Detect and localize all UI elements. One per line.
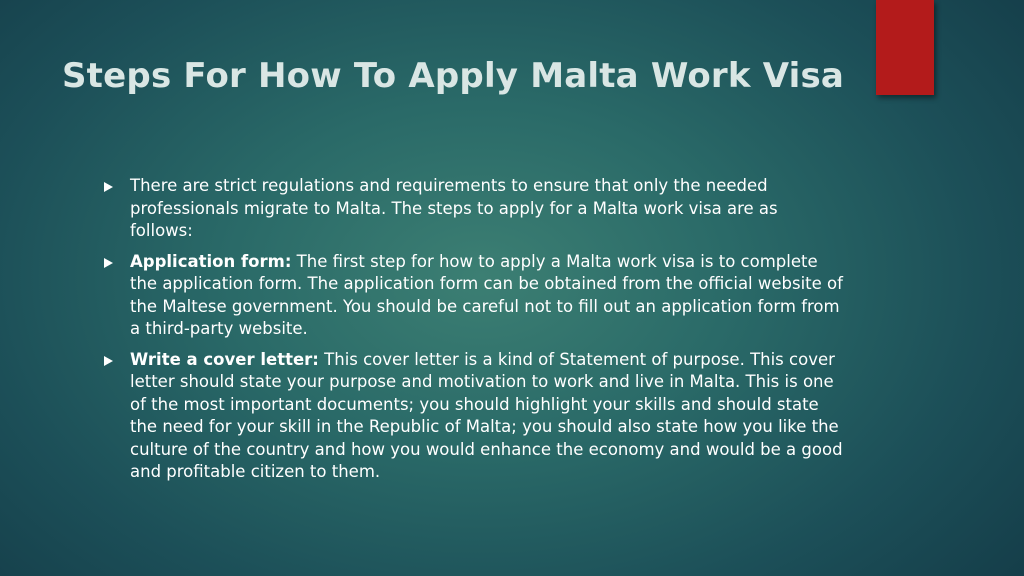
arrow-bullet-icon bbox=[104, 182, 113, 192]
bullet-list bbox=[104, 175, 844, 492]
bullet-text: The first step for how to apply a Malta work visa is to complete the application form. The application form can be obtained from the official website of the Maltese government. You should be careful not to fill out an application form from a third-party website. bbox=[130, 251, 843, 338]
arrow-bullet-icon bbox=[104, 258, 113, 268]
bullet-intro bbox=[104, 175, 844, 243]
bullet-lead: Write a cover letter: bbox=[130, 349, 319, 369]
bullet-text: This cover letter is a kind of Statement of purpose. This cover letter should state your purpose and motivation to work and live in Malta. This is one of the most important documents; you should highlight your skills and should state the need for your skill in the Republic of Malta; you should also state how you like the culture of the country and how you would enhance the economy and would be a good and profitable citizen to them. bbox=[130, 349, 843, 481]
bullet-text: There are strict regulations and requirements to ensure that only the needed professionals migrate to Malta. The steps to apply for a Malta work visa are as follows: bbox=[130, 176, 778, 240]
arrow-bullet-icon bbox=[104, 356, 113, 366]
bullet-lead: Application form: bbox=[130, 251, 292, 271]
accent-bar bbox=[876, 0, 934, 95]
bullet-cover-letter bbox=[104, 349, 844, 484]
bullet-application-form bbox=[104, 251, 844, 341]
slide-title: Steps For How To Apply Malta Work Visa bbox=[62, 56, 845, 96]
